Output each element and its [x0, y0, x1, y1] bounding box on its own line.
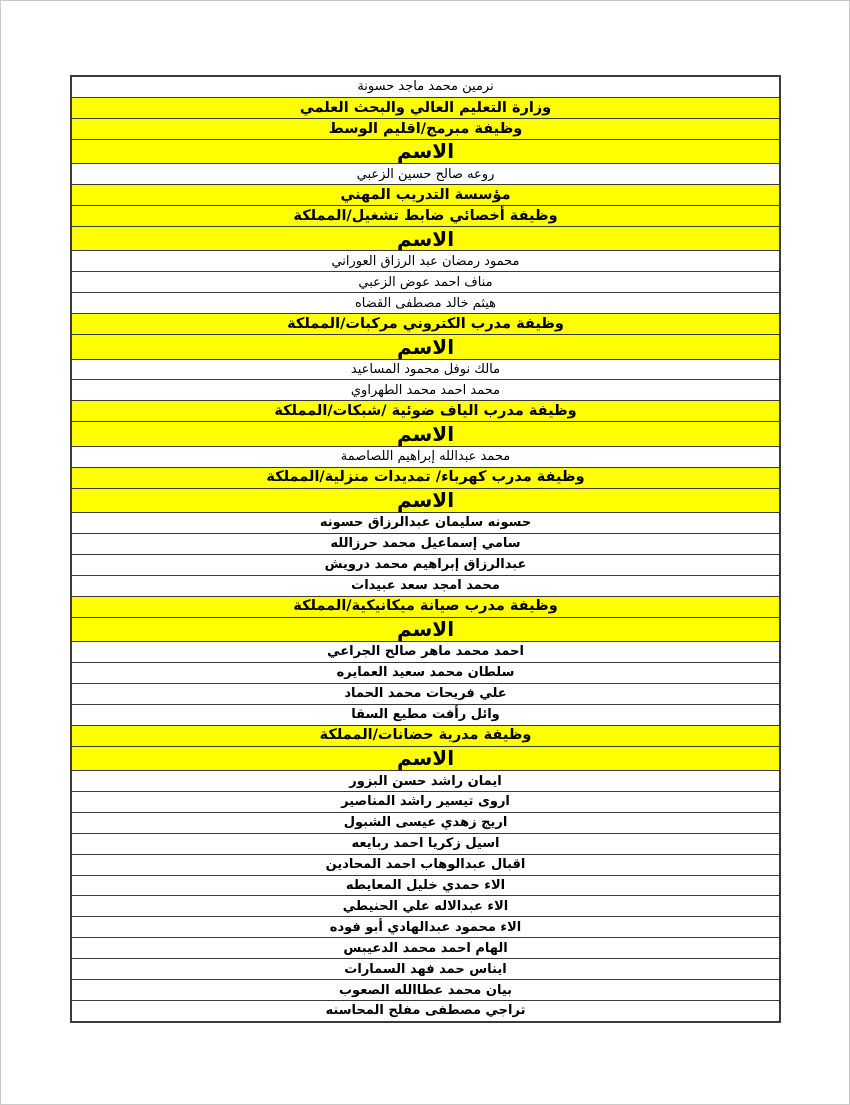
name-column-header-row: الاسم — [72, 139, 779, 163]
table-row: مناف احمد عوض الزعبي — [72, 271, 779, 292]
table-row: حسونه سليمان عبدالرزاق حسونه — [72, 512, 779, 533]
table-row: اقبال عبدالوهاب احمد المحادين — [72, 854, 779, 875]
table-row: محمد احمد محمد الطهراوي — [72, 379, 779, 400]
section-header-row: وظيفة مبرمج/اقليم الوسط — [72, 118, 779, 139]
table-row: اريج زهدي عيسى الشبول — [72, 812, 779, 833]
table-row: بيان محمد عطاالله الصعوب — [72, 979, 779, 1000]
table-row: مالك نوفل محمود المساعيد — [72, 359, 779, 380]
table-row: سلطان محمد سعيد العمايره — [72, 662, 779, 683]
name-column-header-row: الاسم — [72, 746, 779, 770]
table-row: وائل رأفت مطيع السقا — [72, 704, 779, 725]
section-header-row: وظيفة مدرب كهرباء/ تمديدات منزلية/المملكة — [72, 467, 779, 488]
table-row: ايناس حمد فهد السمارات — [72, 958, 779, 979]
table-row: هيثم خالد مصطفى القضاه — [72, 292, 779, 313]
section-header-row: وظيفة مدرب الياف ضوئية /شبكات/المملكة — [72, 400, 779, 421]
name-column-header-row: الاسم — [72, 226, 779, 250]
table-row: سامي إسماعيل محمد حرزالله — [72, 533, 779, 554]
table-row: الاء حمدي خليل المعايطه — [72, 875, 779, 896]
table-row: محمد امجد سعد عبيدات — [72, 575, 779, 596]
section-header-row: مؤسسة التدريب المهني — [72, 184, 779, 205]
table-row: عبدالرزاق إبراهيم محمد درويش — [72, 554, 779, 575]
section-header-row: وزارة التعليم العالي والبحث العلمي — [72, 97, 779, 118]
table-row: اسيل زكريا احمد ربايعه — [72, 833, 779, 854]
table-row: الاء عبدالاله علي الحنيطي — [72, 895, 779, 916]
table-row: ايمان راشد حسن البزور — [72, 770, 779, 791]
name-column-header-row: الاسم — [72, 421, 779, 445]
name-column-header-row: الاسم — [72, 334, 779, 358]
table-row: روعه صالح حسين الزعبي — [72, 163, 779, 184]
name-column-header-row: الاسم — [72, 488, 779, 512]
table-row: علي فريحات محمد الحماد — [72, 683, 779, 704]
table-row: اروى تيسير راشد المناصير — [72, 791, 779, 812]
section-header-row: وظيفة مدرية حضانات/المملكة — [72, 725, 779, 746]
table-row: محمد عبدالله إبراهيم اللصاصمة — [72, 446, 779, 467]
table-row: احمد محمد ماهر صالح الجراعي — [72, 641, 779, 662]
table-row: الاء محمود عبدالهادي أبو فوده — [72, 916, 779, 937]
section-header-row: وظيفة مدرب صيانة ميكانيكية/المملكة — [72, 596, 779, 617]
table-row: نرمين محمد ماجد حسونة — [72, 77, 779, 97]
table-row: تراجي مصطفى مفلح المحاسنه — [72, 1000, 779, 1021]
table-row: الهام احمد محمد الدعيبس — [72, 937, 779, 958]
section-header-row: وظيفة مدرب الكتروني مركبات/المملكة — [72, 313, 779, 334]
table-row: محمود رمضان عبد الرزاق العوراني — [72, 250, 779, 271]
results-table — [70, 75, 781, 1023]
section-header-row: وظيفة أخصائي ضابط تشغيل/المملكة — [72, 205, 779, 226]
name-column-header-row: الاسم — [72, 617, 779, 641]
